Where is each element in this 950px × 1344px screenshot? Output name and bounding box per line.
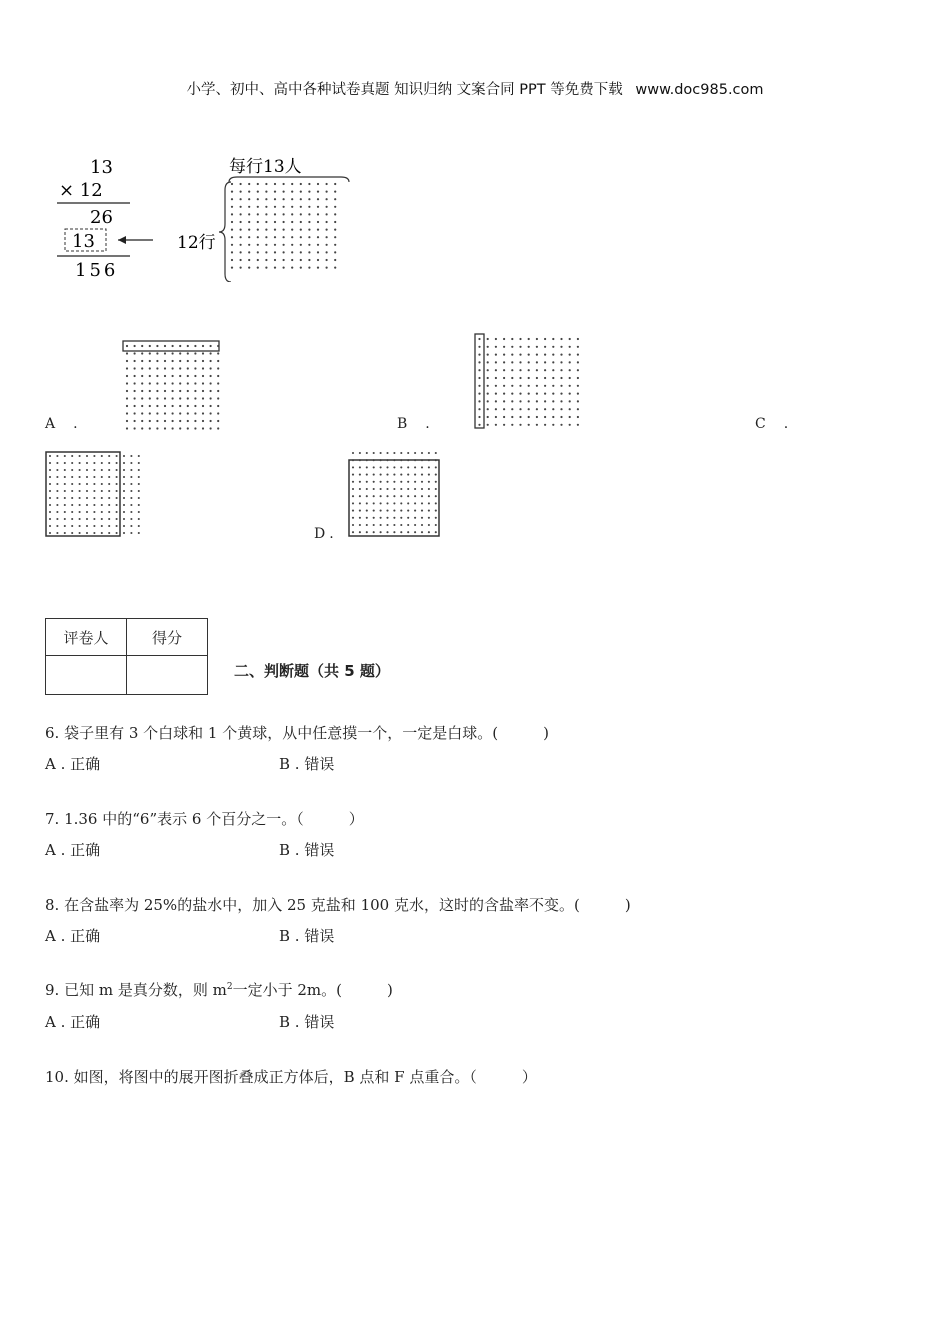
- option-c-label[interactable]: [755, 416, 788, 432]
- option-a-letter: A: [45, 416, 56, 432]
- q7-option-b[interactable]: B . 错误: [279, 841, 335, 859]
- q6-option-b[interactable]: B . 错误: [279, 755, 335, 773]
- arrow-left-icon: [118, 236, 126, 244]
- question-10: 10. 如图，将图中的展开图折叠成正方体后，B 点和 F 点重合。（ ）: [45, 1068, 537, 1086]
- dot-grid-b: [478, 338, 579, 426]
- score-table: [45, 618, 208, 695]
- option-b-highlight-column: [475, 334, 484, 428]
- partial-product-1: 26: [90, 207, 113, 228]
- header-site[interactable]: www.doc985.com: [635, 82, 764, 98]
- dot-grid-d: [352, 452, 437, 533]
- score-table-grid: [45, 618, 208, 695]
- left-brace: [219, 182, 231, 282]
- question-7: 7. 1.36 中的“6”表示 6 个百分之一。（ ）: [45, 810, 364, 828]
- multiplication-figure: [45, 152, 355, 282]
- question-9: [45, 979, 393, 1000]
- option-c-dot: .: [783, 416, 789, 432]
- q9-text-before: 9. 已知 m 是真分数，则 m: [45, 981, 227, 999]
- multiplicand: 13: [90, 157, 113, 178]
- option-c-highlight-block: [46, 452, 120, 536]
- multiplication-svg: [45, 152, 355, 282]
- question-8: 8. 在含盐率为 25%的盐水中，加入 25 克盐和 100 克水，这时的含盐率不变。( ): [45, 896, 631, 914]
- option-a-figure: [122, 338, 222, 432]
- option-d-dot: .: [329, 526, 334, 542]
- score-cell[interactable]: [127, 656, 208, 695]
- option-a-highlight-row: [123, 341, 219, 351]
- grader-header: 评卷人: [46, 619, 127, 656]
- q7-option-a[interactable]: A . 正确: [45, 841, 101, 859]
- dot-grid-main: [231, 183, 336, 269]
- option-d-figure: [346, 448, 444, 540]
- option-d-label[interactable]: [314, 526, 334, 542]
- q8-option-a[interactable]: A . 正确: [45, 927, 101, 945]
- option-a-svg: [122, 338, 222, 432]
- per-row-label: 每行13人: [229, 157, 302, 177]
- option-b-figure: [472, 332, 588, 430]
- product: 156: [75, 260, 119, 281]
- option-b-dot: .: [425, 416, 430, 432]
- dot-grid-a: [126, 345, 219, 430]
- option-a-label[interactable]: [45, 416, 78, 432]
- q9-text-after: 一定小于 2m。( ): [232, 981, 393, 999]
- option-b-svg: [472, 332, 588, 430]
- option-b-label[interactable]: [397, 416, 430, 432]
- option-d-letter: D: [314, 526, 326, 542]
- q9-option-b[interactable]: B . 错误: [279, 1013, 335, 1031]
- option-c-letter: C: [755, 416, 766, 432]
- q8-option-b[interactable]: B . 错误: [279, 927, 335, 945]
- multiplier: × 12: [59, 180, 103, 201]
- section-title: 二、判断题（共 5 题）: [234, 662, 390, 680]
- page-header: [0, 78, 950, 99]
- q9-superscript: 2: [226, 982, 233, 992]
- option-d-svg: [346, 448, 444, 540]
- option-c-figure: [44, 450, 144, 540]
- top-brace: [229, 177, 349, 182]
- rows-label: 12行: [177, 233, 216, 253]
- question-6: 6. 袋子里有 3 个白球和 1 个黄球，从中任意摸一个，一定是白球。( ): [45, 724, 549, 742]
- partial-product-2: 13: [72, 231, 95, 252]
- q9-option-a[interactable]: A . 正确: [45, 1013, 101, 1031]
- option-a-dot: .: [73, 416, 78, 432]
- header-text: 小学、初中、高中各种试卷真题 知识归纳 文案合同 PPT 等免费下载: [186, 82, 623, 98]
- dot-grid-c: [49, 455, 140, 534]
- score-header: 得分: [127, 619, 208, 656]
- grader-cell[interactable]: [46, 656, 127, 695]
- option-c-svg: [44, 450, 144, 540]
- option-b-letter: B: [397, 416, 408, 432]
- q6-option-a[interactable]: A . 正确: [45, 755, 101, 773]
